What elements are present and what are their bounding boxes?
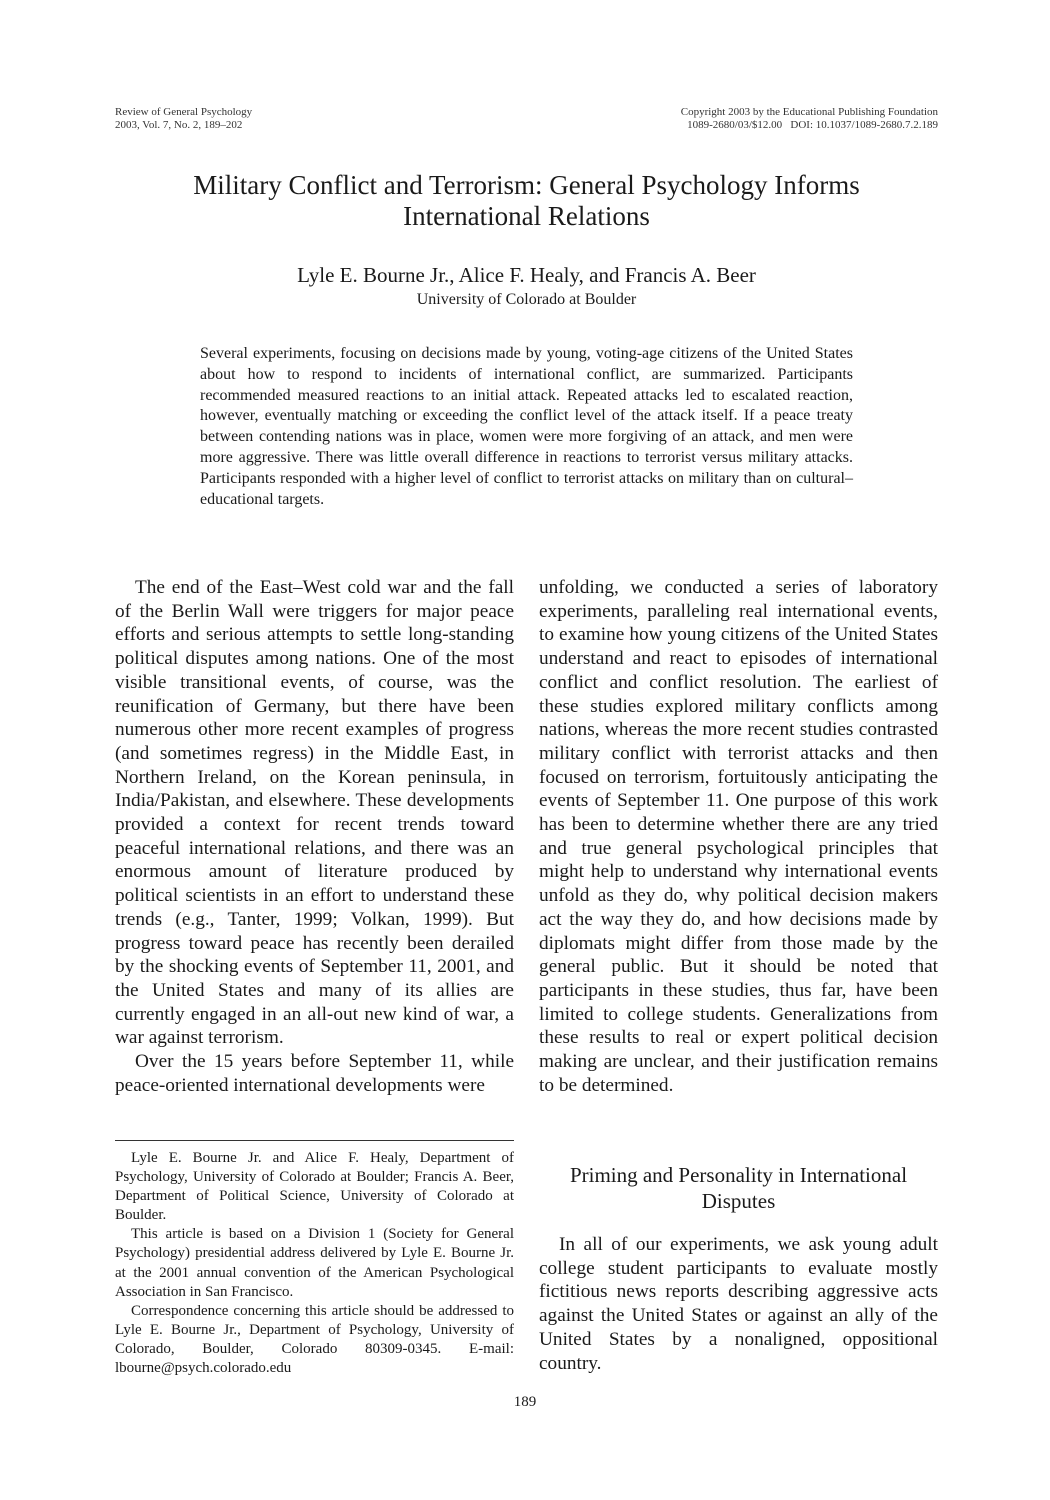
footnote-presidential-address: This article is based on a Division 1 (Society for General Psychology) presidential address delivered by Lyle E. Bourne Jr. at the 2001 annual convention of the American Psychological Association in San Francisco. (115, 1226, 514, 1300)
running-header-left (115, 106, 252, 131)
body-column-right-section (539, 1233, 938, 1375)
body-paragraph: unfolding, we conducted a series of laboratory experiments, paralleling real international events, to examine how young citizens of the United States understand and react to episodes of international conflict and conflict resolution. The earliest of these studies explored military conflicts among nations, whereas the more recent studies contrasted military conflict with terrorist attacks and then focused on terrorism, fortuitously anticipating the events of September 11. One purpose of this work has been to determine whether there are any tried and true general psychological principles that might help to understand why international events unfold as they do, why political decision makers act the way they do, and how decisions made by diplomats might differ from those made by the general public. But it should be noted that participants in these studies, thus far, have been limited to college students. Generalizations from these results to real or expert political decision making are unclear, and their justification remains to be determined. (539, 577, 938, 1096)
copyright-line: Copyright 2003 by the Educational Publishing Foundation (680, 106, 938, 118)
body-column-left (115, 576, 514, 1097)
page-number: 189 (513, 1394, 537, 1410)
running-header-right (681, 106, 938, 131)
body-paragraph: In all of our experiments, we ask young adult college student participants to evaluate mostly fictitious news reports describing aggressive acts against the United States or against an ally of the United States by a nonaligned, oppositional country. (539, 1234, 938, 1374)
doi-line: 1089-2680/03/$12.00 DOI: 10.1037/1089-2680.7.2.189 (687, 118, 938, 131)
title-line-2: International Relations (403, 201, 650, 231)
section-heading: Priming and Personality in International Disputes (569, 1163, 908, 1213)
article-title (115, 170, 938, 232)
body-paragraph: The end of the East–West cold war and the fall of the Berlin Wall were triggers for major peace efforts and serious attempts to settle long-standing political disputes among nations. One of the most visible transitional events, of course, was the reunification of Germany, but there have been numerous other more recent examples of progress (and sometimes regress) in the Middle East, in Northern Ireland, on the Korean peninsula, in India/Pakistan, and elsewhere. These developments provided a context for recent trends toward peaceful international relations, and there was an enormous amount of literature produced by political scientists in an effort to understand these trends (e.g., Tanter, 1999; Volkan, 1999). But progress toward peace has recently been derailed by the shocking events of September 11, 2001, and the United States and many of its allies are currently engaged in an all-out new kind of war, a war against terrorism. (115, 577, 514, 1049)
footnote-rule (115, 1140, 514, 1141)
journal-name: Review of General Psychology (115, 106, 253, 118)
body-paragraph: Over the 15 years before September 11, while peace-oriented international developments were (115, 1051, 514, 1096)
abstract: Several experiments, focusing on decisions made by young, voting-age citizens of the United States about how to respond to incidents of international conflict, are summarized. Participants recommended measured reactions to an initial attack. Repeated attacks led to escalated reaction, however, eventually matching or exceeding the conflict level of the attack itself. If a peace treaty between contending nations was in place, women were more forgiving of an attack, and men were more aggressive. There was little overall difference in reactions to terrorist versus military attacks. Participants responded with a higher level of conflict to terrorist attacks on military than on cultural–educational targets. (200, 345, 853, 508)
volume-info: 2003, Vol. 7, No. 2, 189–202 (115, 118, 243, 131)
title-line-1: Military Conflict and Terrorism: General Psychology Informs (193, 170, 860, 200)
affiliation: University of Colorado at Boulder (416, 291, 637, 308)
body-column-right (539, 576, 938, 1097)
footnote-affiliations: Lyle E. Bourne Jr. and Alice F. Healy, Department of Psychology, University of Colorado at Boulder; Francis A. Beer, Department of Political Science, University of Colorado at Boulder. (115, 1150, 514, 1224)
author-list: Lyle E. Bourne Jr., Alice F. Healy, and Francis A. Beer (297, 263, 756, 287)
footnote-correspondence: Correspondence concerning this article should be addressed to Lyle E. Bourne Jr., Department of Psychology, University of Colorado, Boulder, Colorado 80309-0345. E-mail: lbourne@psych.colorado.edu (115, 1302, 514, 1377)
footnotes (115, 1149, 514, 1378)
